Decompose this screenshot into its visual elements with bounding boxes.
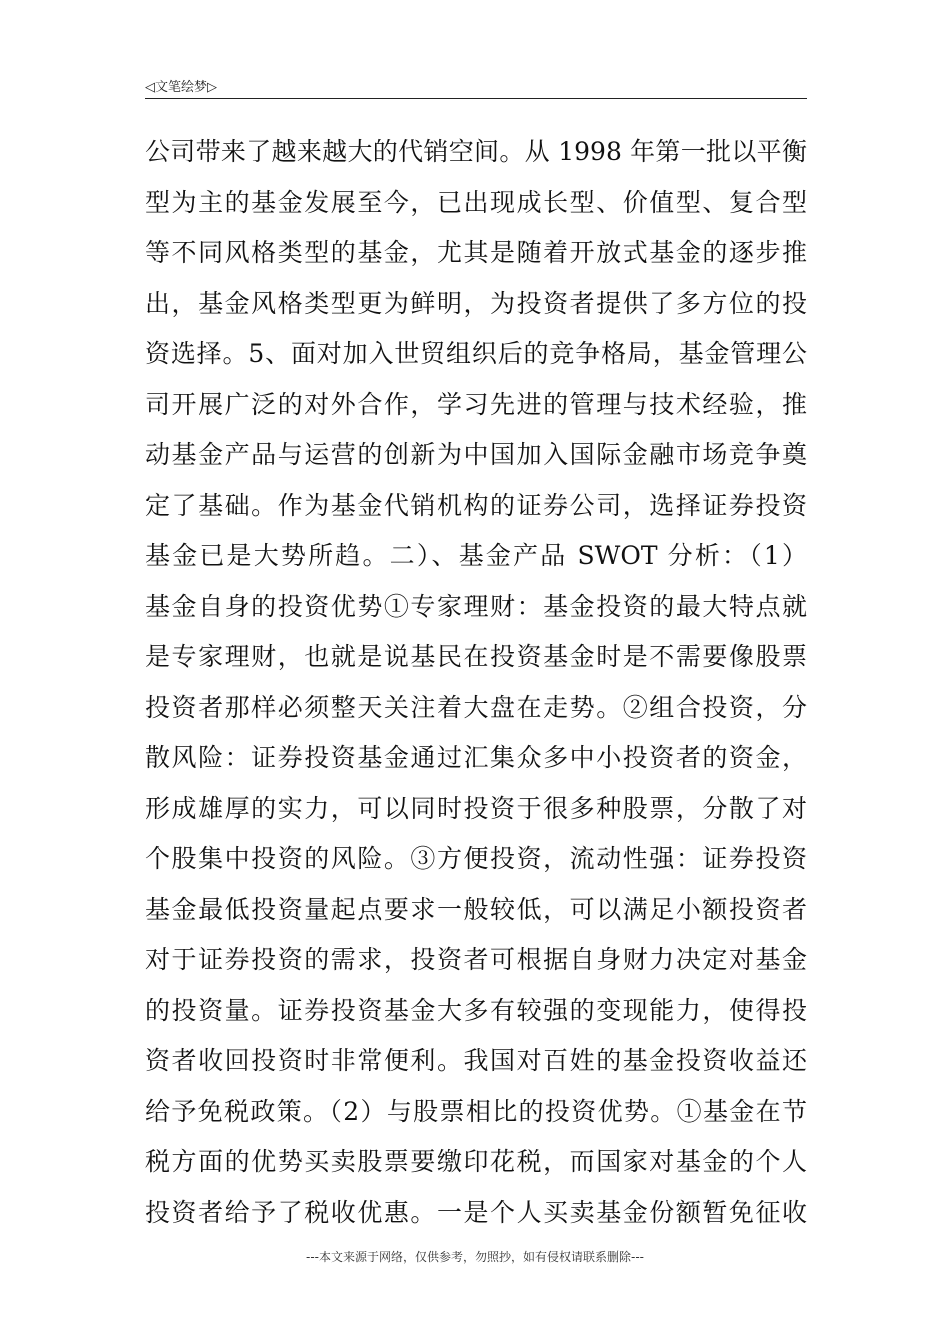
body-line: 公司带来了越来越大的代销空间。从 1998 年第一批以平衡 — [145, 137, 807, 166]
body-line: 定了基础。作为基金代销机构的证券公司，选择证券投资 — [145, 490, 807, 520]
body-line: 等不同风格类型的基金，尤其是随着开放式基金的逐步推 — [145, 238, 807, 267]
body-line: 投资者那样必须整天关注着大盘在走势。②组合投资，分 — [145, 692, 807, 722]
body-line: 的投资量。证券投资基金大多有较强的变现能力，使得投 — [145, 995, 807, 1025]
body-line: 税方面的优势买卖股票要缴印花税，而国家对基金的个人 — [145, 1147, 807, 1176]
body-line: 个股集中投资的风险。③方便投资，流动性强：证券投资 — [145, 844, 807, 873]
body-line: 基金已是大势所趋。二）、基金产品 SWOT 分析：（1） — [145, 541, 807, 570]
body-line: 资选择。5、面对加入世贸组织后的竞争格局，基金管理公 — [145, 339, 807, 368]
body-line: 给予免税政策。（2）与股票相比的投资优势。①基金在节 — [145, 1096, 807, 1126]
body-line: 型为主的基金发展至今，已出现成长型、价值型、复合型 — [145, 187, 807, 217]
body-line: 投资者给予了税收优惠。一是个人买卖基金份额暂免征收 — [145, 1197, 807, 1227]
body-line: 散风险：证券投资基金通过汇集众多中小投资者的资金， — [145, 743, 807, 772]
header-title: ◁文笔绘梦▷ — [145, 80, 217, 95]
body-line: 是专家理财，也就是说基民在投资基金时是不需要像股票 — [145, 642, 807, 671]
page-footer: ---本文来源于网络，仅供参考，勿照抄，如有侵权请联系删除--- — [306, 1250, 644, 1264]
body-line: 基金自身的投资优势①专家理财：基金投资的最大特点就 — [145, 591, 807, 621]
body-line: 资者收回投资时非常便利。我国对百姓的基金投资收益还 — [145, 1046, 807, 1075]
body-line: 对于证券投资的需求，投资者可根据自身财力决定对基金 — [145, 945, 807, 974]
body-line: 基金最低投资量起点要求一般较低，可以满足小额投资者 — [145, 894, 807, 924]
document-body — [145, 127, 807, 1238]
body-line: 出，基金风格类型更为鲜明，为投资者提供了多方位的投 — [145, 288, 807, 318]
page-header — [145, 72, 807, 99]
body-line: 动基金产品与运营的创新为中国加入国际金融市场竞争奠 — [145, 440, 807, 469]
body-line: 形成雄厚的实力，可以同时投资于很多种股票，分散了对 — [145, 793, 807, 823]
body-line: 司开展广泛的对外合作，学习先进的管理与技术经验，推 — [145, 389, 807, 419]
